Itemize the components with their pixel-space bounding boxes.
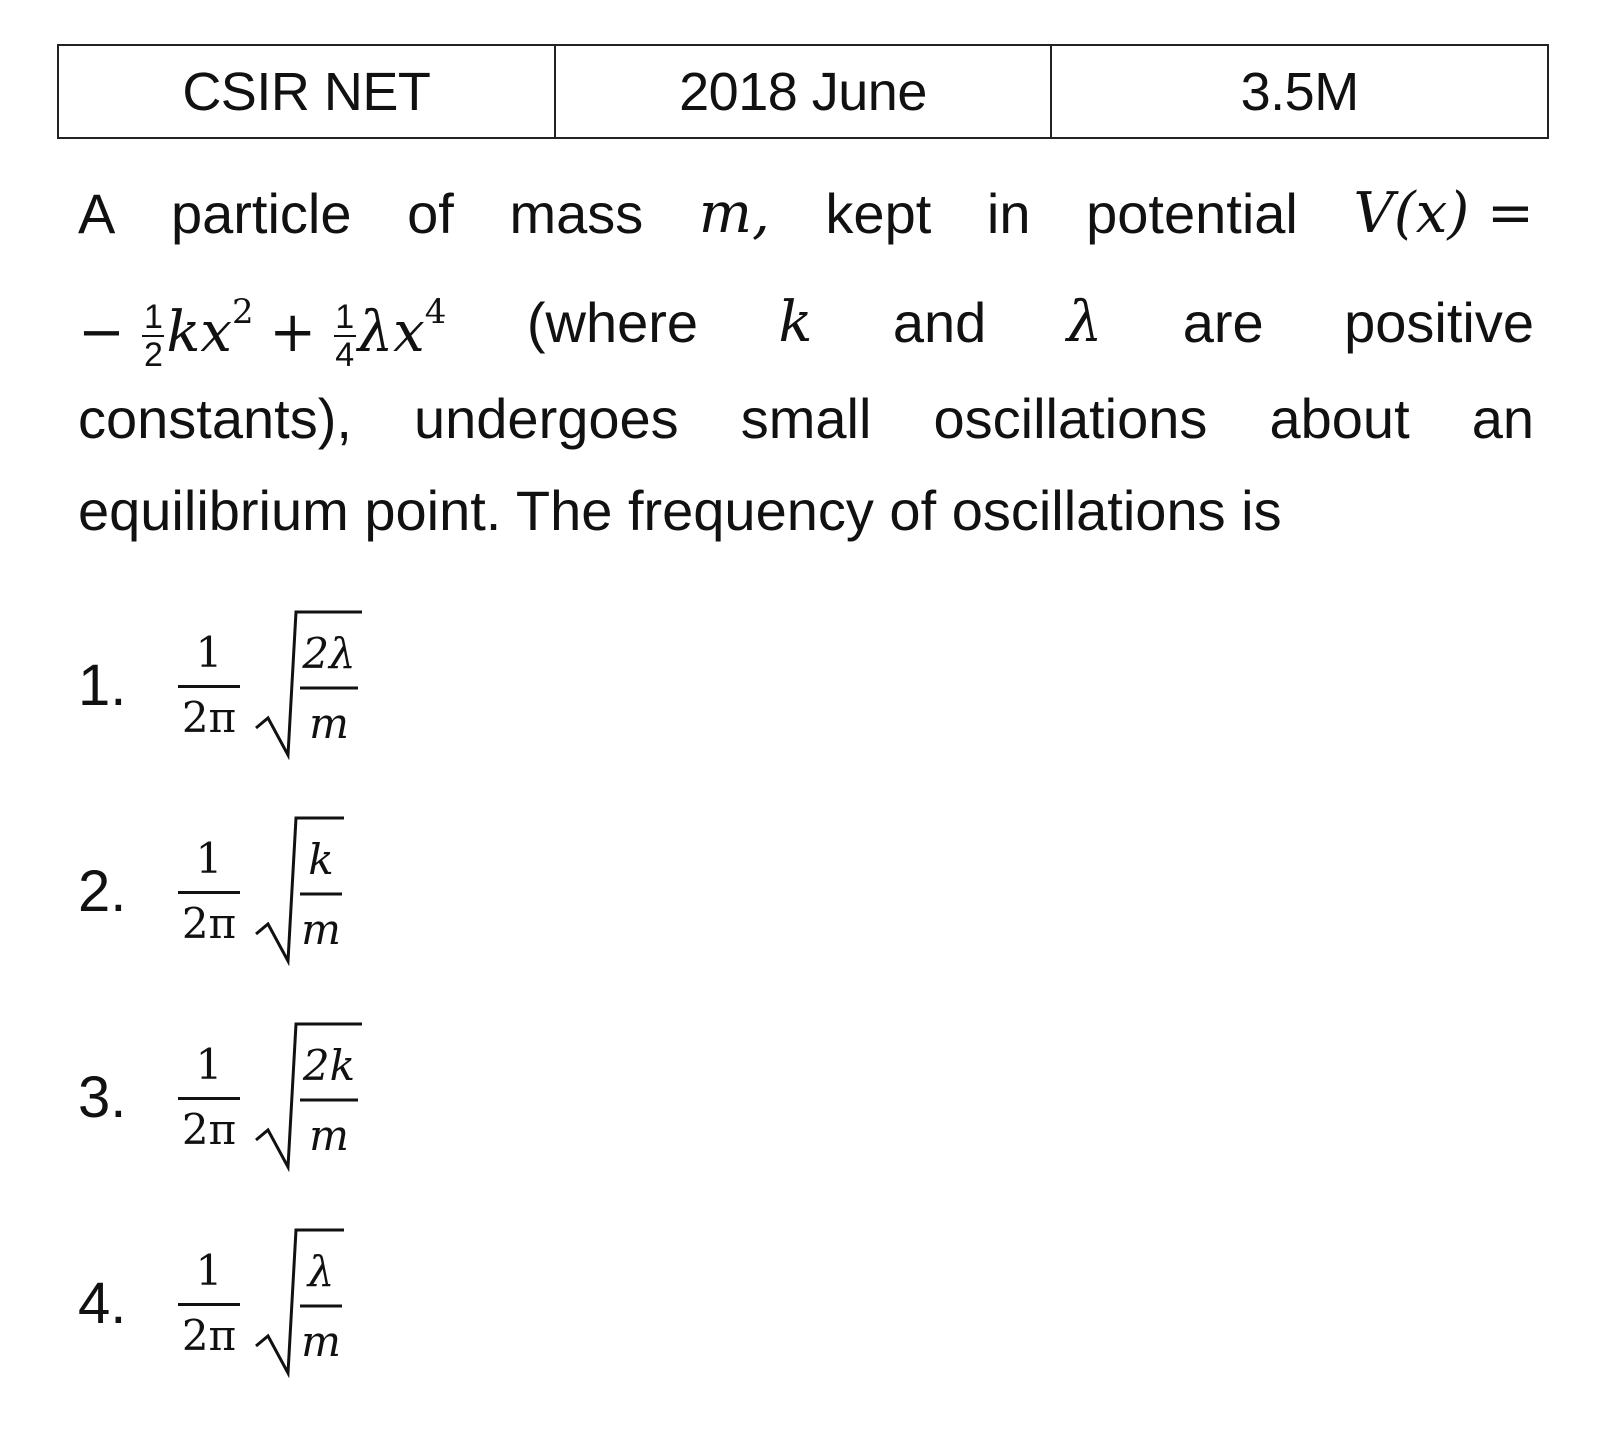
marks: 3.5M bbox=[1050, 46, 1547, 137]
option-label: 4. bbox=[78, 1270, 127, 1336]
option-label: 2. bbox=[78, 858, 127, 924]
potential-lhs: V(x) = bbox=[1353, 181, 1534, 246]
option-coefficient: $\frac{1}{2\pi}$ bbox=[178, 1247, 240, 1360]
mass-symbol: m, bbox=[698, 181, 770, 246]
header-table bbox=[57, 44, 1549, 139]
question-line-3: constants), undergoes small oscillations about an bbox=[78, 387, 1534, 450]
square-root-icon bbox=[254, 1228, 364, 1378]
fraction-quarter: $\frac{1}{4}$ bbox=[335, 298, 355, 375]
option-3[interactable] bbox=[78, 1022, 364, 1172]
question-text bbox=[78, 168, 1534, 557]
option-label: 1. bbox=[78, 652, 127, 718]
option-2[interactable] bbox=[78, 816, 364, 966]
exam-name: CSIR NET bbox=[182, 61, 431, 122]
root-denominator: m bbox=[301, 1317, 341, 1366]
question-line-2: − $\frac{1}{2}$ $kx^2$ + $\frac{1}{4}$ $\lambda x^4$ (where k and λ are positive bbox=[78, 266, 1534, 379]
root-denominator: m bbox=[309, 1111, 349, 1160]
root-numerator: λ bbox=[307, 1247, 335, 1296]
option-1[interactable] bbox=[78, 610, 364, 760]
option-coefficient: $\frac{1}{2\pi}$ bbox=[178, 835, 240, 948]
option-4[interactable] bbox=[78, 1228, 364, 1378]
root-denominator: m bbox=[301, 905, 341, 954]
square-root-icon bbox=[254, 610, 364, 760]
square-root-icon bbox=[254, 816, 364, 966]
option-coefficient: $\frac{1}{2\pi}$ bbox=[178, 1041, 240, 1154]
root-denominator: m bbox=[309, 699, 349, 748]
square-root-icon bbox=[254, 1022, 364, 1172]
option-coefficient: $\frac{1}{2\pi}$ bbox=[178, 629, 240, 742]
exam-session: 2018 June bbox=[554, 46, 1051, 137]
option-label: 3. bbox=[78, 1064, 127, 1130]
potential-expression: − $\frac{1}{2}$ $kx^2$ + $\frac{1}{4}$ $\lambda x^4$ bbox=[78, 292, 447, 375]
question-line-4: equilibrium point. The frequency of oscillations is bbox=[78, 479, 1282, 542]
fraction-half: $\frac{1}{2}$ bbox=[144, 298, 163, 375]
root-numerator: k bbox=[308, 835, 334, 884]
question-line-1: A particle of mass m, kept in potential V(x) = bbox=[78, 168, 1534, 260]
root-numerator: 2λ bbox=[302, 629, 356, 678]
root-numerator: 2k bbox=[302, 1041, 356, 1090]
